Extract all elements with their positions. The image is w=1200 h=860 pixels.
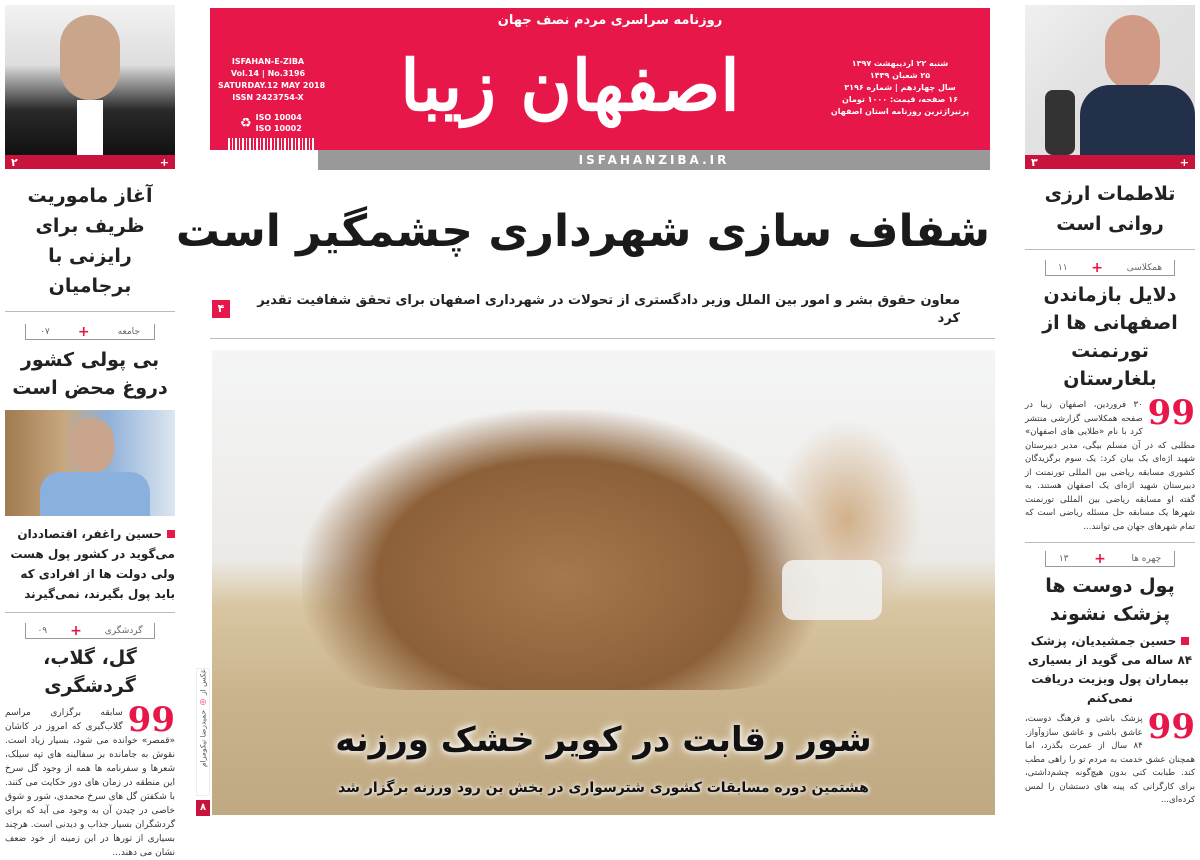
right-s2-headline[interactable]: پول دوست ها پزشک نشوند	[1045, 575, 1175, 625]
plus-icon: +	[77, 323, 90, 340]
subhead-page-badge: ۴	[212, 300, 230, 318]
right-top-bar	[1025, 155, 1195, 169]
photo-caption: هشتمین دوره مسابقات کشوری شترسواری در بخش بن رود ورزنه برگزار شد	[338, 780, 869, 796]
main-headline[interactable]: شفاف سازی شهرداری چشمگیر است	[175, 206, 990, 257]
section-label-classmate: همکلاسی + ۱۱	[1045, 260, 1175, 276]
section-label-faces: چهره ها + ۱۳	[1045, 551, 1175, 567]
right-s2-body: 99 پزشک باشی و فرهنگ دوست، عاشق باشی و عاشق سازوآواز. ۸۴ سال از عمرت بگذرد، اما همچنان عشق خدمت به مردم تو را راهی مطب کند. طبابت کنی بدون هیچ‌گونه چشم‌داشتی، برای کارگرانی که پینه های دستشان را لمس کرده‌ای...	[1025, 707, 1195, 805]
main-subhead: معاون حقوق بشر و امور بین الملل وزیر دادگستری از تحولات در شهرداری اصفهان برای تحقق شفافیت تقدیر کرد	[257, 293, 960, 326]
left-top-headline[interactable]: آغاز ماموریت ظریف برای رایزنی با برجامیان	[27, 185, 153, 297]
logo: اصفهان زیبا	[400, 44, 740, 127]
plus-icon: +	[1179, 155, 1189, 169]
quote-icon: 99	[1147, 393, 1195, 433]
left-s1-lead: حسین راغفر، اقتصاددان می‌گوید در کشور پول هست ولی دولت ها از افرادی که باید پول بگیرند، نمی‌گیرند	[10, 527, 175, 601]
plus-icon: +	[1094, 550, 1106, 567]
page-number: ۲	[11, 155, 18, 169]
quote-icon: 99	[1147, 707, 1195, 747]
quote-icon: 99	[127, 700, 175, 740]
bullet-icon	[167, 530, 175, 538]
right-s2-lead: حسین جمشیدیان، پزشک ۸۴ ساله می گوید از بسیاری بیماران پول ویزیت دریافت نمی‌کنم	[1027, 634, 1193, 705]
seif-photo	[1025, 5, 1195, 155]
iso-info: ♻ ISO 10004 ISO 10002	[240, 113, 302, 133]
barcode	[228, 138, 316, 150]
left-s1-headline[interactable]: بی پولی کشور دروغ محض است	[12, 349, 168, 399]
masthead	[210, 8, 990, 170]
website-bar	[210, 150, 990, 170]
right-s1-body: 99 ۳۰ فروردین، اصفهان زیبا در صفحه همکلاسی گزارشی منتشر کرد با نام «طلایی های اصفهان» مطلبی که در آن مسلم بیگی، مدیر دبیرستان شهید اژه‌ای یک بیان کرد: یک سوم برگزیدگان کشوری مسابقه ریاضی بین المللی تورنمنت از دبیرستان شهید اژه‌ای یک اصفهان هستند. به گفته او مسابقه ریاضی بین المللی تورنمنت شهرها یک مسابقه حل مسئله ریاضی است که تمام شهرهای جهان می توانند...	[1025, 393, 1195, 532]
section-label-society: جامعه + ۰۷	[25, 324, 155, 340]
left-column	[5, 5, 175, 860]
divider	[210, 338, 995, 339]
plus-icon: +	[1091, 259, 1104, 276]
website-link[interactable]: ISFAHANZIBA.IR	[578, 153, 730, 167]
tagline: روزنامه سراسری مردم نصف جهان	[497, 13, 723, 28]
plus-icon: +	[70, 622, 82, 639]
camera-icon: ◎	[198, 698, 208, 708]
zarif-photo	[5, 5, 175, 155]
left-s2-headline[interactable]: گل، گلاب، گردشگری	[43, 647, 137, 697]
photo-page-badge: ۸	[196, 800, 210, 816]
divider	[5, 311, 175, 312]
right-s1-headline[interactable]: دلایل بازماندن اصفهانی ها از تورنمنت بلغارستان	[1042, 284, 1178, 390]
section-label-tourism: گردشگری + ۰۹	[25, 623, 155, 639]
page-number: ۳	[1031, 155, 1038, 169]
bullet-icon	[1181, 637, 1189, 645]
left-s2-body: 99 سابقه برگزاری مراسم گلاب‌گیری که امروز در کاشان «قمصر» خوانده می شود، بسیار زیاد است. نقوش به جامانده بر سفالینه های تپه سیلک، شعرها و سفرنامه ها همه از وجود گل سرخ این منطقه در زمان های دور حکایت می کنند. با شکفتن گل های سرخ محمدی، شور و شوق خاصی در چیدن آن به وجود می آید که برای گردشگران بسیار جذاب و دیدنی است. هرچند بسیاری از تورها در این زمینه از خود ضعف نشان می دهند...	[5, 700, 175, 858]
divider	[1025, 542, 1195, 543]
right-column	[1025, 5, 1195, 808]
right-top-headline[interactable]: تلاطمات ارزی روانی است	[1044, 183, 1176, 235]
issue-info-en: ISFAHAN-E-ZIBA Vol.14 | No.3196 SATURDAY.12 MAY 2018 ISSN 2423754-X	[218, 57, 326, 102]
issue-info-fa: شنبه ۲۲ اردیبهشت ۱۳۹۷ ۲۵ شعبان ۱۴۳۹ سال چهاردهم | شماره ۳۱۹۶ ۱۶ صفحه، قیمت: ۱۰۰۰ تومان پرتیراژترین روزنامه استان اصفهان	[830, 59, 970, 116]
recycle-icon: ♻	[240, 115, 252, 131]
photo-credit-strip: عکس از ◎ حمیدرضا نیکومرام	[196, 668, 210, 796]
photo-title: شور رقابت در کویر خشک ورزنه	[335, 720, 872, 760]
camel-race-photo[interactable]	[212, 350, 995, 815]
raghfar-photo	[5, 410, 175, 516]
divider	[1025, 249, 1195, 250]
left-top-bar	[5, 155, 175, 169]
plus-icon: +	[159, 155, 169, 169]
divider	[5, 612, 175, 613]
